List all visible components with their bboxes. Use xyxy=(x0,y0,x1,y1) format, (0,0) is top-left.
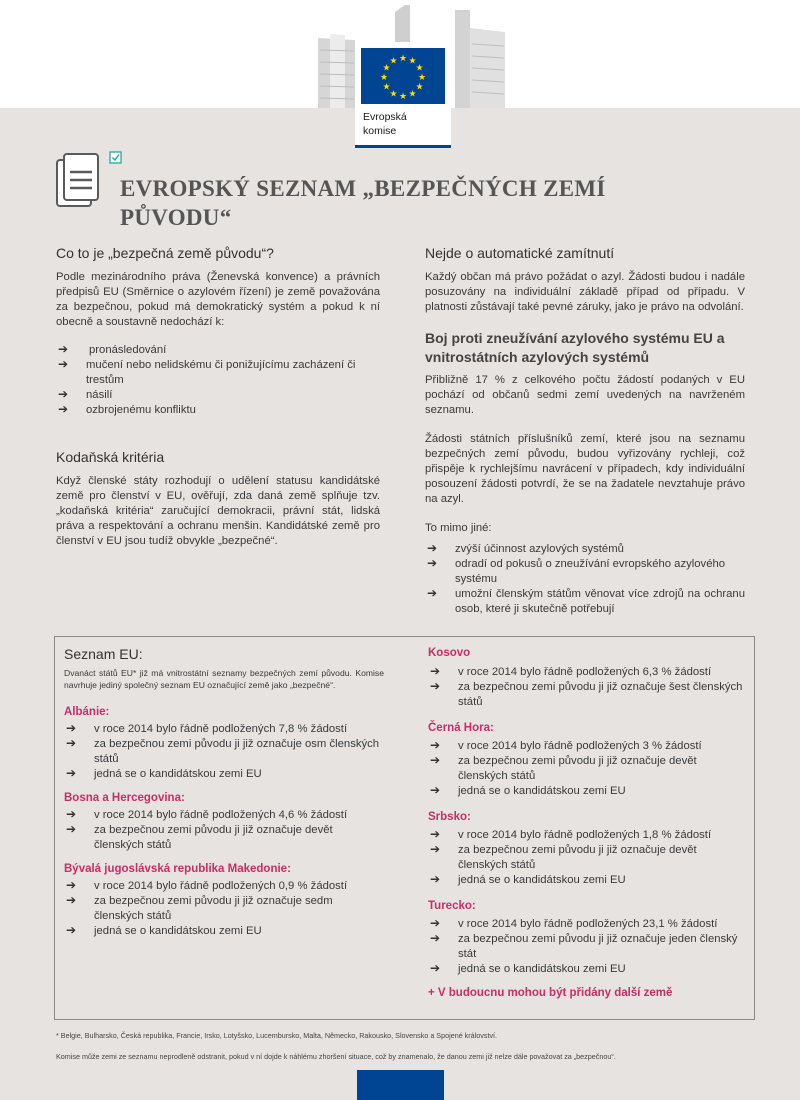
arrow-bullet-icon: ➔ xyxy=(430,916,441,930)
country-name-macedonia: Bývalá jugoslávská republika Makedonie: xyxy=(64,863,291,875)
svg-text:★: ★ xyxy=(398,92,408,102)
persecution-list xyxy=(56,343,380,418)
list-item: ➔ v roce 2014 bylo řádně podložených 4,6 % žádostí xyxy=(66,807,348,821)
list-item: ➔ pronásledování xyxy=(58,342,167,356)
section-heading-abuse: Boj proti zneužívání azylového systému EU a vnitrostátních azylových systémů xyxy=(425,330,725,365)
country-name-bosnia: Bosna a Hercegovina: xyxy=(64,792,185,804)
arrow-bullet-icon: ➔ xyxy=(430,842,441,856)
box-intro: Dvanáct států EU* již má vnitrostátní seznamy bezpečných zemí původu. Komise navrhuje jediný společný seznam EU označující země jako „bezpečné“. xyxy=(64,668,384,690)
list-item: ➔ za bezpečnou zemi původu ji již označuje jeden členský stát xyxy=(430,931,738,960)
list-item: ➔ za bezpečnou zemi původu ji již označuje devět členských států xyxy=(430,842,697,871)
logo-line2: komise xyxy=(363,125,397,137)
country-list-kosovo xyxy=(428,665,748,710)
arrow-bullet-icon: ➔ xyxy=(66,923,77,937)
eu-flag-strip xyxy=(357,1070,444,1100)
svg-text:★: ★ xyxy=(415,63,424,74)
arrow-bullet-icon: ➔ xyxy=(430,827,441,841)
svg-text:★: ★ xyxy=(382,63,391,74)
arrow-bullet-icon: ➔ xyxy=(66,736,77,750)
list-item: ➔ v roce 2014 bylo řádně podložených 23,1 % žádostí xyxy=(430,916,718,930)
arrow-bullet-icon: ➔ xyxy=(66,807,77,821)
country-name-kosovo: Kosovo xyxy=(428,647,471,659)
logo-text xyxy=(363,110,407,138)
list-item: ➔ umožní členským státům věnovat více zdrojů na ochranu osob, které ji skutečně potřebují xyxy=(427,586,745,615)
arrow-bullet-icon: ➔ xyxy=(58,402,69,416)
list-item: ➔ mučení nebo nelidskému či ponižujícímu zacházení či trestům xyxy=(58,357,356,386)
list-item: ➔ za bezpečnou zemi původu ji již označuje šest členských států xyxy=(430,679,743,708)
svg-text:★: ★ xyxy=(382,82,391,93)
european-commission-logo xyxy=(355,42,451,148)
title-line2: PŮVODU“ xyxy=(120,205,232,230)
paragraph-intro: To mimo jiné: xyxy=(425,522,492,534)
country-list-bosnia xyxy=(64,808,384,853)
benefits-list xyxy=(425,542,745,617)
title-line1: EVROPSKÝ SEZNAM „BEZPEČNÝCH ZEMÍ xyxy=(120,176,606,201)
list-item: ➔ v roce 2014 bylo řádně podložených 3 % žádostí xyxy=(430,738,702,752)
list-item: ➔ v roce 2014 bylo řádně podložených 6,3 % žádostí xyxy=(430,664,712,678)
eu-list-box xyxy=(54,636,755,1020)
paragraph-abuse-2: Žádosti státních příslušníků zemí, které jsou na seznamu bezpečných zemí původu, budou vyřizovány rychleji, což přispěje k rychlejšímu navrácení v případech, kdy individuální posouzení žádosti potvrdí, že se na žadatele nevztahuje právo na azyl. xyxy=(425,433,745,505)
arrow-bullet-icon: ➔ xyxy=(427,541,438,555)
country-name-serbia: Srbsko: xyxy=(428,811,471,823)
section-heading-copenhagen: Kodaňská kritéria xyxy=(56,449,165,465)
arrow-bullet-icon: ➔ xyxy=(430,961,441,975)
svg-text:★: ★ xyxy=(408,89,417,100)
document-icon xyxy=(55,150,123,212)
right-column xyxy=(425,244,745,617)
svg-text:★: ★ xyxy=(415,82,424,93)
arrow-bullet-icon: ➔ xyxy=(430,664,441,678)
left-column xyxy=(56,244,380,549)
list-item: ➔ násilí xyxy=(58,387,113,401)
box-right-column xyxy=(428,645,748,1001)
list-item: ➔ odradí od pokusů o zneužívání evropského azylového systému xyxy=(427,556,726,585)
arrow-bullet-icon: ➔ xyxy=(427,586,438,600)
arrow-bullet-icon: ➔ xyxy=(430,783,441,797)
country-list-turkey xyxy=(428,917,748,977)
section-heading-safe-country: Co to je „bezpečná země původu“? xyxy=(56,245,274,261)
logo-line1: Evropská xyxy=(363,111,407,123)
list-item: ➔ v roce 2014 bylo řádně podložených 0,9 % žádostí xyxy=(66,878,348,892)
arrow-bullet-icon: ➔ xyxy=(430,931,441,945)
list-item: ➔ za bezpečnou zemi původu ji již označuje devět členských států xyxy=(430,753,697,782)
page-title xyxy=(120,174,720,232)
paragraph-abuse-1: Přibližně 17 % z celkového počtu žádostí podaných v EU pochází od občanů sedmi zemí uvedených na navrženém seznamu. xyxy=(425,374,745,416)
country-list-serbia xyxy=(428,828,748,888)
arrow-bullet-icon: ➔ xyxy=(66,766,77,780)
arrow-bullet-icon: ➔ xyxy=(430,679,441,693)
arrow-bullet-icon: ➔ xyxy=(66,893,77,907)
list-item: ➔ jedná se o kandidátskou zemi EU xyxy=(66,923,262,937)
arrow-bullet-icon: ➔ xyxy=(66,878,77,892)
list-item: ➔ jedná se o kandidátskou zemi EU xyxy=(430,783,626,797)
svg-text:★: ★ xyxy=(408,56,417,67)
arrow-bullet-icon: ➔ xyxy=(66,721,77,735)
list-item: ➔ za bezpečnou zemi původu ji již označuje sedm členských států xyxy=(66,893,333,922)
paragraph-safe-country: Podle mezinárodního práva (Ženevská konvence) a právních předpisů EU (Směrnice o azylovém řízení) je země považována za bezpečnou, pokud má demokratický systém a pokud k ní obecně a soustavně nedochází k: xyxy=(56,271,380,328)
paragraph-no-automatic-rejection: Každý občan má právo požádat o azyl. Žádosti budou i nadále posuzovány na individuální základě případ od případu. V platnosti zůstávají také pevné záruky, jako je právo na odvolání. xyxy=(425,271,745,313)
list-item: ➔ za bezpečnou zemi původu ji již označuje devět členských států xyxy=(66,822,333,851)
country-name-albania: Albánie: xyxy=(64,706,110,718)
svg-text:★: ★ xyxy=(389,89,398,100)
list-item: ➔ v roce 2014 bylo řádně podložených 1,8 % žádostí xyxy=(430,827,712,841)
footnote-member-states: * Belgie, Bulharsko, Česká republika, Francie, Irsko, Lotyšsko, Lucembursko, Malta, Německo, Rakousko, Slovensko a Spojené království. xyxy=(56,1031,498,1040)
arrow-bullet-icon: ➔ xyxy=(58,342,69,356)
arrow-bullet-icon: ➔ xyxy=(430,738,441,752)
arrow-bullet-icon: ➔ xyxy=(430,872,441,886)
list-item: ➔ jedná se o kandidátskou zemi EU xyxy=(66,766,262,780)
svg-text:★: ★ xyxy=(417,73,427,83)
svg-text:★: ★ xyxy=(379,73,389,83)
list-item: ➔ v roce 2014 bylo řádně podložených 7,8 % žádostí xyxy=(66,721,348,735)
arrow-bullet-icon: ➔ xyxy=(66,822,77,836)
checkbox-icon xyxy=(110,152,121,163)
list-item: ➔ ozbrojenému konfliktu xyxy=(58,402,196,416)
svg-text:★: ★ xyxy=(389,56,398,67)
section-heading-no-automatic-rejection: Nejde o automatické zamítnutí xyxy=(425,245,615,261)
future-countries-note: + V budoucnu mohou být přidány další země xyxy=(428,987,673,999)
paragraph-copenhagen: Když členské státy rozhodují o udělení statusu kandidátské země pro členství v EU, ověřují, zda daná země splňuje tzv. „kodaňská kritéria“ zaručující demokracii, právní stát, lidská práva a respektování a ochranu menšin. Kandidátské země pro členství v EU jsou tudíž obvykle „bezpečné“. xyxy=(56,475,380,547)
list-item: ➔ jedná se o kandidátskou zemi EU xyxy=(430,872,626,886)
arrow-bullet-icon: ➔ xyxy=(58,357,69,371)
footnote-removal: Komise může zemi ze seznamu neprodleně odstranit, pokud v ní dojde k náhlému zhoršení situace, což by znamenalo, že danou zemi již nelze dále považovat za „bezpečnou“. xyxy=(56,1052,616,1061)
country-name-montenegro: Černá Hora: xyxy=(428,722,494,734)
arrow-bullet-icon: ➔ xyxy=(58,387,69,401)
arrow-bullet-icon: ➔ xyxy=(430,753,441,767)
list-item: ➔ jedná se o kandidátskou zemi EU xyxy=(430,961,626,975)
eu-flag-icon xyxy=(361,48,445,104)
list-item: ➔ za bezpečnou zemi původu ji již označuje osm členských států xyxy=(66,736,380,765)
country-name-turkey: Turecko: xyxy=(428,900,476,912)
box-heading: Seznam EU: xyxy=(64,646,143,662)
country-list-montenegro xyxy=(428,739,748,799)
country-list-albania xyxy=(64,722,384,782)
country-list-macedonia xyxy=(64,879,384,939)
arrow-bullet-icon: ➔ xyxy=(427,556,438,570)
svg-text:★: ★ xyxy=(398,54,408,64)
box-left-column xyxy=(64,645,384,939)
list-item: ➔ zvýší účinnost azylových systémů xyxy=(427,541,624,555)
